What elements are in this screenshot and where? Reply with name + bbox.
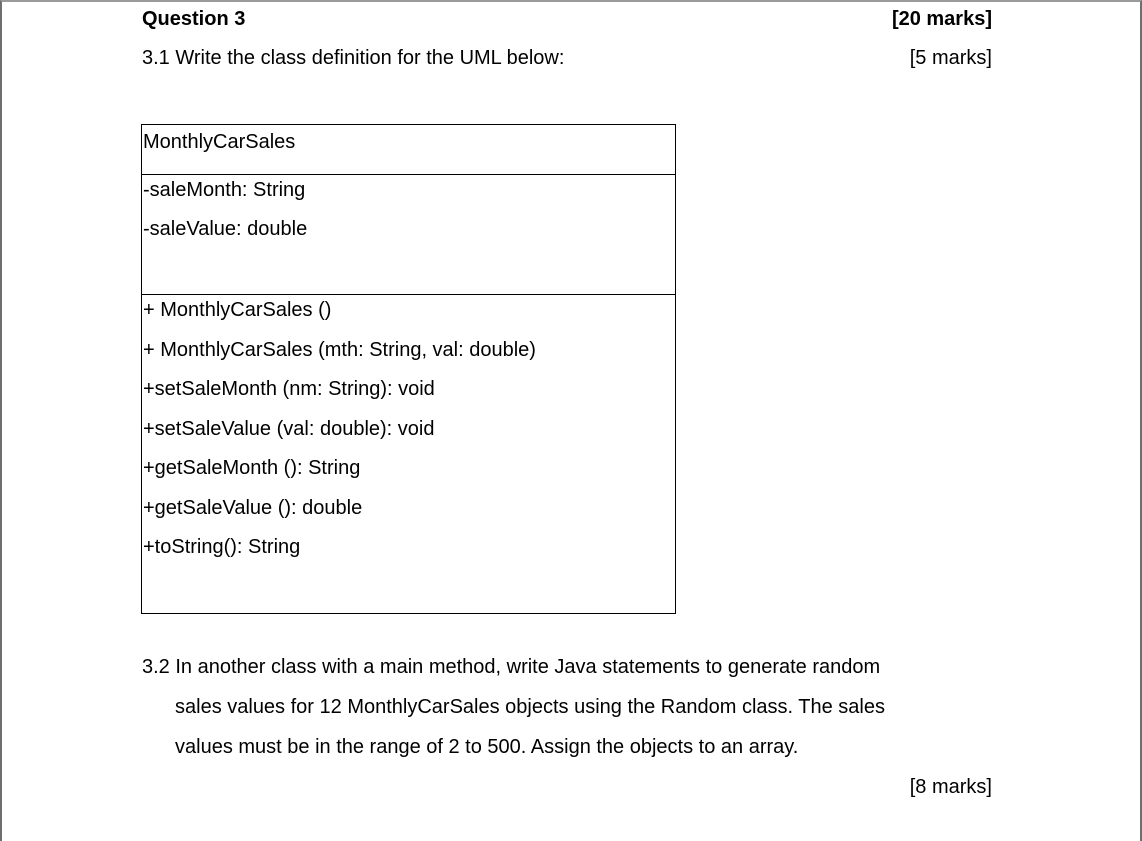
uml-operation: +getSaleValue (): double [143, 497, 363, 519]
uml-attributes-compartment [142, 175, 675, 295]
uml-operation: +setSaleMonth (nm: String): void [143, 378, 435, 400]
uml-operation: +toString(): String [143, 536, 301, 558]
question-3-2-line: sales values for 12 MonthlyCarSales objects using the Random class. The sales [175, 696, 885, 718]
question-3-1-marks: [5 marks] [909, 47, 992, 69]
question-3-1-text: 3.1 Write the class definition for the UML below: [142, 47, 565, 69]
question-3-2-line: 3.2 In another class with a main method, write Java statements to generate random [142, 656, 881, 678]
question-title: Question 3 [142, 8, 246, 30]
uml-class-diagram [141, 124, 676, 614]
uml-attribute: -saleMonth: String [143, 179, 306, 201]
uml-class-name: MonthlyCarSales [143, 131, 296, 153]
question-total-marks: [20 marks] [891, 8, 992, 30]
uml-operation: +getSaleMonth (): String [143, 457, 361, 479]
uml-operation: +setSaleValue (val: double): void [143, 418, 435, 440]
question-3-2-marks: [8 marks] [909, 776, 992, 798]
uml-class-name-compartment [142, 125, 675, 175]
uml-operations-compartment [142, 295, 675, 613]
uml-attribute: -saleValue: double [143, 218, 308, 240]
question-3-2-line: values must be in the range of 2 to 500. Assign the objects to an array. [175, 736, 799, 758]
uml-operation: + MonthlyCarSales (mth: String, val: double) [143, 339, 536, 361]
uml-operation: + MonthlyCarSales () [143, 299, 332, 321]
